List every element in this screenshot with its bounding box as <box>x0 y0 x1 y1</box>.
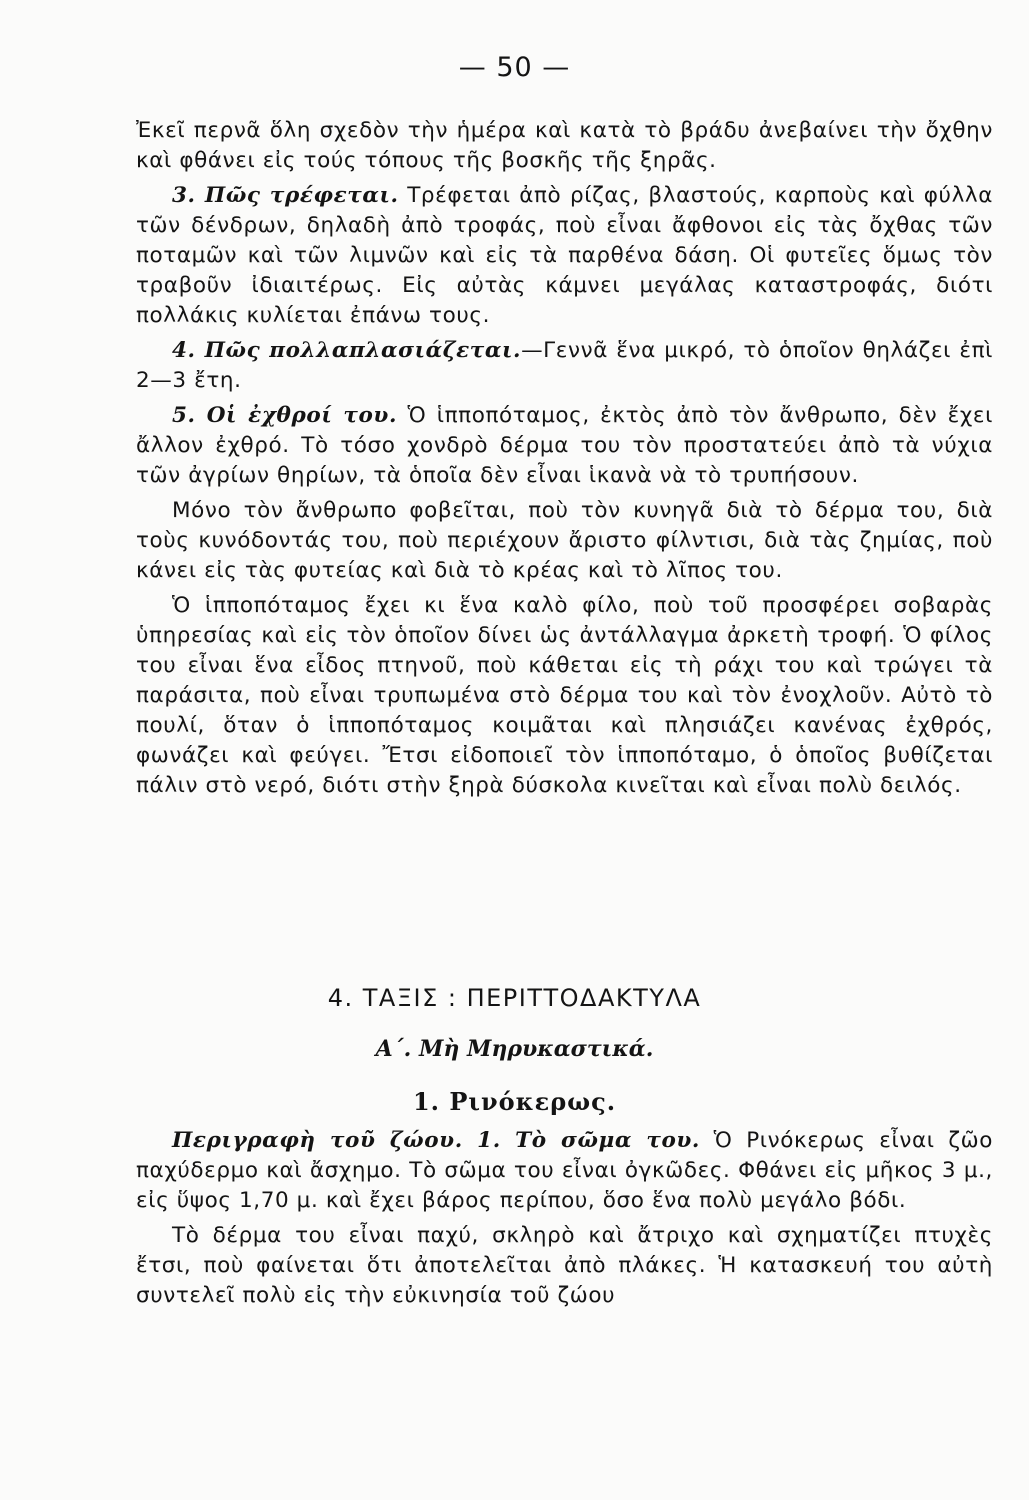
paragraph-enemies: 5. Οἱ ἐχθροί του. Ὁ ἱπποπόταμος, ἐκτὸς ἀπὸ τὸν ἄνθρωπο, δὲν ἔχει ἄλλον ἐχθρό. Τὸ τόσο χονδρὸ δέρμα του τὸν προστατεύει ἀπὸ τὰ νύχια τῶν ἀγρίων θηρίων, τὰ ὁποῖα δὲν εἶναι ἱκανὰ νὰ τὸ τρυπήσουν. <box>136 403 993 488</box>
paragraph-skin: Τὸ δέρμα του εἶναι παχύ, σκληρὸ καὶ ἄτριχο καὶ σχηματίζει πτυχὲς ἔτσι, ποὺ φαίνεται ὅτι ἀποτελεῖται ἀπὸ πλάκες. Ἡ κατασκευή του αὐτὴ συντελεῖ πολὺ εἰς τὴν εὐκινησία τοῦ ζώου <box>136 1223 993 1308</box>
subheading-feeding: 3. Πῶς τρέφεται. <box>172 183 399 208</box>
subheading-description: Περιγραφὴ τοῦ ζώου. 1. Τὸ σῶμα του. <box>172 1128 700 1153</box>
animal-heading: 1. Ρινόκερως. <box>412 1087 617 1116</box>
section-rhinoceros <box>136 1126 993 1316</box>
subheading-enemies: 5. Οἱ ἐχθροί του. <box>172 403 398 428</box>
page-number: — 50 — <box>458 52 571 83</box>
paragraph-description: Περιγραφὴ τοῦ ζώου. 1. Τὸ σῶμα του. Ὁ Ρινόκερως εἶναι ζῶο παχύδερμο καὶ ἄσχημο. Τὸ σῶμα του εἶναι ὀγκῶδες. Φθάνει εἰς μῆκος 3 μ., εἰς ὕψος 1,70 μ. καὶ ἔχει βάρος περίπου, ὅσο ἕνα πολὺ μεγάλο βόδι. <box>136 1128 993 1213</box>
paragraph-feeding: 3. Πῶς τρέφεται. Τρέφεται ἀπὸ ρίζας, βλαστούς, καρποὺς καὶ φύλλα τῶν δένδρων, δηλαδὴ ἀπὸ τροφάς, ποὺ εἶναι ἄφθονοι εἰς τὰς ὄχθας τῶν ποταμῶν καὶ τῶν λιμνῶν καὶ εἰς τὰ παρθένα δάση. Οἱ φυτεῖες ὅμως τὸν τραβοῦν ἰδιαιτέρως. Εἰς αὐτὰς κάμνει μεγάλας καταστροφάς, διότι πολλάκις κυλίεται ἐπάνω τους. <box>136 183 993 328</box>
section-hippopotamus <box>136 116 993 806</box>
paragraph: Ἐκεῖ περνᾶ ὅλη σχεδὸν τὴν ἡμέρα καὶ κατὰ τὸ βράδυ ἀνεβαίνει τὴν ὄχθην καὶ φθάνει εἰς τούς τόπους τῆς βοσκῆς τῆς ξηρᾶς. <box>136 118 993 173</box>
paragraph-reproduction: 4. Πῶς πολλαπλασιάζεται.—Γεννᾶ ἕνα μικρό, τὸ ὁποῖον θηλάζει ἐπὶ 2—3 ἔτη. <box>136 338 993 393</box>
paragraph: Μόνο τὸν ἄνθρωπο φοβεῖται, ποὺ τὸν κυνηγᾶ διὰ τὸ δέρμα του, διὰ τοὺς κυνόδοντάς του, ποὺ περιέχουν ἄριστο φίλντισι, διὰ τὰς ζημίας, ποὺ κάνει εἰς τὰς φυτείας καὶ διὰ τὸ κρέας καὶ τὸ λῖπος του. <box>136 498 993 583</box>
suborder-heading: Α΄. Μὴ Μηρυκαστικά. <box>375 1036 654 1062</box>
order-heading: 4. ΤΑΞΙΣ : ΠΕΡΙΤΤΟΔΑΚΤΥΛΑ <box>327 984 702 1012</box>
subheading-reproduction: 4. Πῶς πολλαπλασιάζεται. <box>172 338 522 363</box>
paragraph: Ὁ ἱπποπόταμος ἔχει κι ἕνα καλὸ φίλο, ποὺ τοῦ προσφέρει σοβαρὰς ὑπηρεσίας καὶ εἰς τὸν ὁποῖον δίνει ὡς ἀντάλλαγμα ἀρκετὴ τροφή. Ὁ φίλος του εἶναι ἕνα εἶδος πτηνοῦ, ποὺ κάθεται εἰς τὴ ράχι του καὶ τρώγει τὰ παράσιτα, ποὺ εἶναι τρυπωμένα στὸ δέρμα του καὶ τὸν ἐνοχλοῦν. Αὐτὸ τὸ πουλί, ὅταν ὁ ἱπποπόταμος κοιμᾶται καὶ πλησιάζει κανένας ἐχθρός, φωνάζει καὶ φεύγει. Ἔτσι εἰδοποιεῖ τὸν ἱπποπόταμο, ὁ ὁποῖος βυθίζεται πάλιν στὸ νερό, διότι στὴν ξηρὰ δύσκολα κινεῖται καὶ εἶναι πολὺ δειλός. <box>136 593 993 798</box>
